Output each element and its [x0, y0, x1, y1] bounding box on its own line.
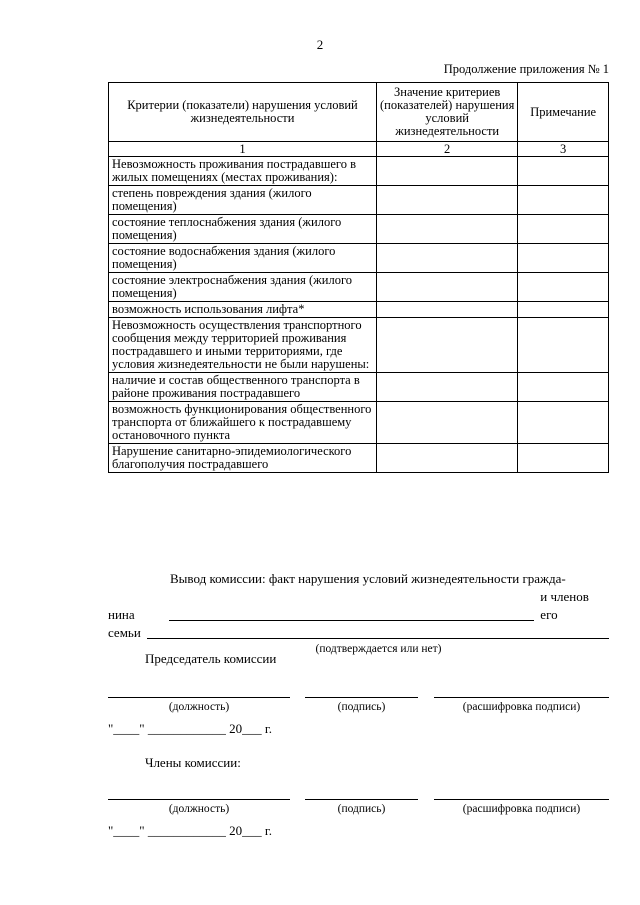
- members-label: Члены комиссии:: [145, 755, 241, 770]
- criteria-cell: возможность функционирования общественного транспорта от ближайшего к пострадавшему остановочного пункта: [109, 402, 377, 444]
- column-number: 3: [518, 142, 609, 157]
- value-cell[interactable]: [376, 215, 517, 244]
- chairman-position-caption: (должность): [168, 701, 230, 713]
- conclusion-line-citizen: [108, 588, 609, 624]
- header-notes: Примечание: [518, 83, 609, 142]
- member-signature-field[interactable]: [305, 799, 418, 800]
- table-row: [109, 444, 609, 473]
- note-cell[interactable]: [518, 444, 609, 473]
- note-cell[interactable]: [518, 244, 609, 273]
- chairman-signature-caption: (подпись): [337, 701, 386, 713]
- value-cell[interactable]: [376, 444, 517, 473]
- criteria-cell: состояние теплоснабжения здания (жилого помещения): [109, 215, 377, 244]
- table-row: [109, 186, 609, 215]
- conclusion-lead: Вывод комиссии: факт нарушения условий жизнедеятельности гражда-: [170, 571, 566, 586]
- table-header-row: [109, 83, 609, 142]
- value-cell[interactable]: [376, 373, 517, 402]
- continuation-note: Продолжение приложения № 1: [443, 62, 609, 76]
- chairman-signature-row: [108, 697, 609, 711]
- value-cell[interactable]: [376, 402, 517, 444]
- criteria-table: [108, 82, 609, 473]
- member-decoding-caption: (расшифровка подписи): [462, 803, 581, 815]
- value-cell[interactable]: [376, 186, 517, 215]
- note-cell[interactable]: [518, 402, 609, 444]
- conclusion-family-label: и членов его: [540, 589, 589, 622]
- value-cell[interactable]: [376, 302, 517, 318]
- criteria-cell: возможность использования лифта*: [109, 302, 377, 318]
- column-number-row: [109, 142, 609, 157]
- criteria-cell: Невозможность проживания пострадавшего в жилых помещениях (местах проживания):: [109, 157, 377, 186]
- column-number: 1: [109, 142, 377, 157]
- note-cell[interactable]: [518, 373, 609, 402]
- criteria-cell: состояние электроснабжения здания (жилого помещения): [109, 273, 377, 302]
- value-cell[interactable]: [376, 273, 517, 302]
- criteria-cell: Невозможность осуществления транспортного сообщения между территорией проживания пострадавшего и иными территориями, где условия жизнедеятельности не были нарушены:: [109, 318, 377, 373]
- chairman-label: Председатель комиссии: [145, 651, 277, 666]
- criteria-cell: степень повреждения здания (жилого помещения): [109, 186, 377, 215]
- note-cell[interactable]: [518, 215, 609, 244]
- value-cell[interactable]: [376, 318, 517, 373]
- member-signature-caption: (подпись): [337, 803, 386, 815]
- member-decoding-field[interactable]: [434, 799, 609, 800]
- criteria-cell: состояние водоснабжения здания (жилого помещения): [109, 244, 377, 273]
- citizen-name-field[interactable]: [169, 620, 535, 621]
- chairman-decoding-field[interactable]: [434, 697, 609, 698]
- table-row: [109, 402, 609, 444]
- table-row: [109, 302, 609, 318]
- value-cell[interactable]: [376, 157, 517, 186]
- chairman-signature-field[interactable]: [305, 697, 418, 698]
- note-cell[interactable]: [518, 273, 609, 302]
- note-cell[interactable]: [518, 302, 609, 318]
- chairman-decoding-caption: (расшифровка подписи): [462, 701, 581, 713]
- table-row: [109, 373, 609, 402]
- table-row: [109, 244, 609, 273]
- criteria-cell: наличие и состав общественного транспорта в районе проживания пострадавшего: [109, 373, 377, 402]
- members-date[interactable]: "____" ____________ 20___ г.: [108, 823, 272, 838]
- note-cell[interactable]: [518, 318, 609, 373]
- family-field[interactable]: [147, 638, 609, 639]
- conclusion-caption: (подтверждается или нет): [315, 643, 442, 655]
- conclusion-family-start: семьи: [108, 625, 141, 640]
- member-position-caption: (должность): [168, 803, 230, 815]
- members-signature-row: [108, 799, 609, 813]
- table-row: [109, 215, 609, 244]
- chairman-date[interactable]: "____" ____________ 20___ г.: [108, 721, 272, 736]
- table-row: [109, 273, 609, 302]
- note-cell[interactable]: [518, 186, 609, 215]
- header-values: Значение критериев (показателей) нарушения условий жизнедеятельности: [376, 83, 517, 142]
- commission-conclusion: [108, 570, 609, 658]
- value-cell[interactable]: [376, 244, 517, 273]
- conclusion-citizen-label: нина: [108, 607, 135, 622]
- member-position-field[interactable]: [108, 799, 290, 800]
- criteria-cell: Нарушение санитарно-эпидемиологического благополучия пострадавшего: [109, 444, 377, 473]
- column-number: 2: [376, 142, 517, 157]
- table-row: [109, 157, 609, 186]
- note-cell[interactable]: [518, 157, 609, 186]
- page-number: 2: [316, 37, 324, 52]
- chairman-position-field[interactable]: [108, 697, 290, 698]
- header-criteria: Критерии (показатели) нарушения условий жизнедеятельности: [109, 83, 377, 142]
- table-row: [109, 318, 609, 373]
